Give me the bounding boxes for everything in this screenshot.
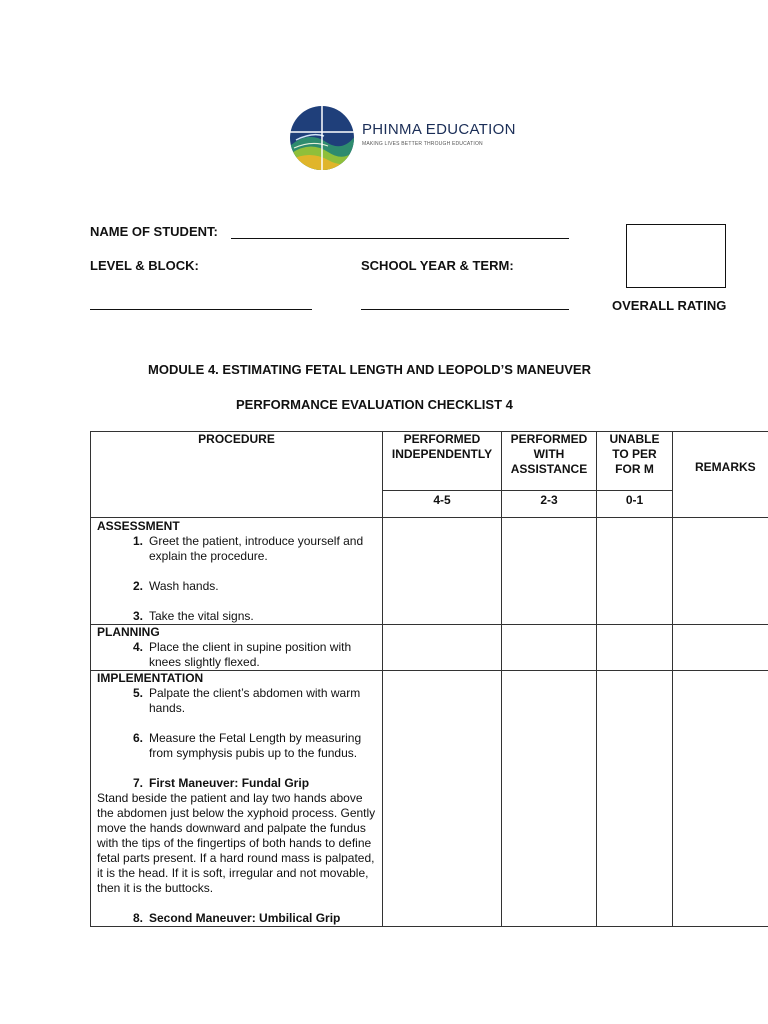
list-item: 4. Place the client in supine position with knees slightly flexed. bbox=[132, 640, 352, 669]
rating-cell[interactable] bbox=[383, 625, 502, 671]
first-maneuver-description: Stand beside the patient and lay two hands above the abdomen just below the xyphoid process. Gently move the hands downward and palpate the fundus with the tips of the fingertips of both hands to define fetal parts present. If a hard round mass is palpated, it is the head. If it is soft, irregular and not movable, then it is the buttocks. bbox=[97, 791, 376, 895]
phinma-logo-emblem bbox=[288, 102, 508, 174]
rating-cell[interactable] bbox=[502, 671, 597, 927]
name-of-student-field[interactable] bbox=[231, 238, 569, 239]
header-procedure: PROCEDURE bbox=[91, 432, 383, 518]
header-performed-independently: PERFORMED INDEPENDENTLY bbox=[383, 432, 502, 491]
section-title-assessment: ASSESSMENT bbox=[97, 519, 180, 533]
list-item: 5. Palpate the client’s abdomen with warm hands. bbox=[132, 686, 361, 715]
score-independently: 4-5 bbox=[383, 491, 502, 518]
list-item: 1. Greet the patient, introduce yourself and explain the procedure. bbox=[132, 534, 364, 563]
table-row bbox=[91, 518, 768, 625]
level-block-label: LEVEL & BLOCK: bbox=[90, 258, 199, 273]
module-title: MODULE 4. ESTIMATING FETAL LENGTH AND LEOPOLD’S MANEUVER bbox=[148, 362, 591, 377]
school-year-term-field[interactable] bbox=[361, 309, 569, 310]
header-remarks: REMARKS bbox=[673, 432, 768, 518]
remarks-cell[interactable] bbox=[673, 518, 768, 625]
table-row bbox=[91, 625, 768, 671]
rating-cell[interactable] bbox=[597, 518, 673, 625]
name-of-student-label: NAME OF STUDENT: bbox=[90, 224, 218, 239]
school-year-term-label: SCHOOL YEAR & TERM: bbox=[361, 258, 514, 273]
rating-cell[interactable] bbox=[502, 518, 597, 625]
logo-brand-text: PHINMA EDUCATION bbox=[362, 121, 516, 138]
overall-rating-label: OVERALL RATING bbox=[612, 298, 727, 313]
section-title-implementation: IMPLEMENTATION bbox=[97, 671, 204, 685]
implementation-section bbox=[91, 671, 383, 927]
score-assistance: 2-3 bbox=[502, 491, 597, 518]
overall-rating-box[interactable] bbox=[626, 224, 726, 288]
header-unable-to-perform: UNABLE TO PERFOR M bbox=[597, 432, 673, 491]
rating-cell[interactable] bbox=[502, 625, 597, 671]
checklist-title: PERFORMANCE EVALUATION CHECKLIST 4 bbox=[236, 397, 513, 412]
rating-cell[interactable] bbox=[597, 671, 673, 927]
list-item: 7. First Maneuver: Fundal Grip bbox=[132, 776, 310, 790]
remarks-cell[interactable] bbox=[673, 671, 768, 927]
rating-cell[interactable] bbox=[597, 625, 673, 671]
logo-tagline: MAKING LIVES BETTER THROUGH EDUCATION bbox=[362, 141, 483, 147]
rating-cell[interactable] bbox=[383, 671, 502, 927]
score-unable: 0-1 bbox=[597, 491, 673, 518]
list-item: 6. Measure the Fetal Length by measuring from symphysis pubis up to the fundus. bbox=[132, 731, 362, 760]
remarks-cell[interactable] bbox=[673, 625, 768, 671]
list-item: 8. Second Maneuver: Umbilical Grip bbox=[132, 911, 341, 925]
rating-cell[interactable] bbox=[383, 518, 502, 625]
list-item: 3. Take the vital signs. bbox=[132, 609, 254, 623]
header-performed-with-assistance: PERFORMED WITH ASSISTANCE bbox=[502, 432, 597, 491]
section-title-planning: PLANNING bbox=[97, 625, 160, 639]
level-block-field[interactable] bbox=[90, 309, 312, 310]
assessment-section bbox=[91, 518, 383, 625]
list-item: 2. Wash hands. bbox=[132, 579, 219, 593]
table-row bbox=[91, 671, 768, 927]
planning-section bbox=[91, 625, 383, 671]
evaluation-checklist-table bbox=[90, 431, 768, 927]
